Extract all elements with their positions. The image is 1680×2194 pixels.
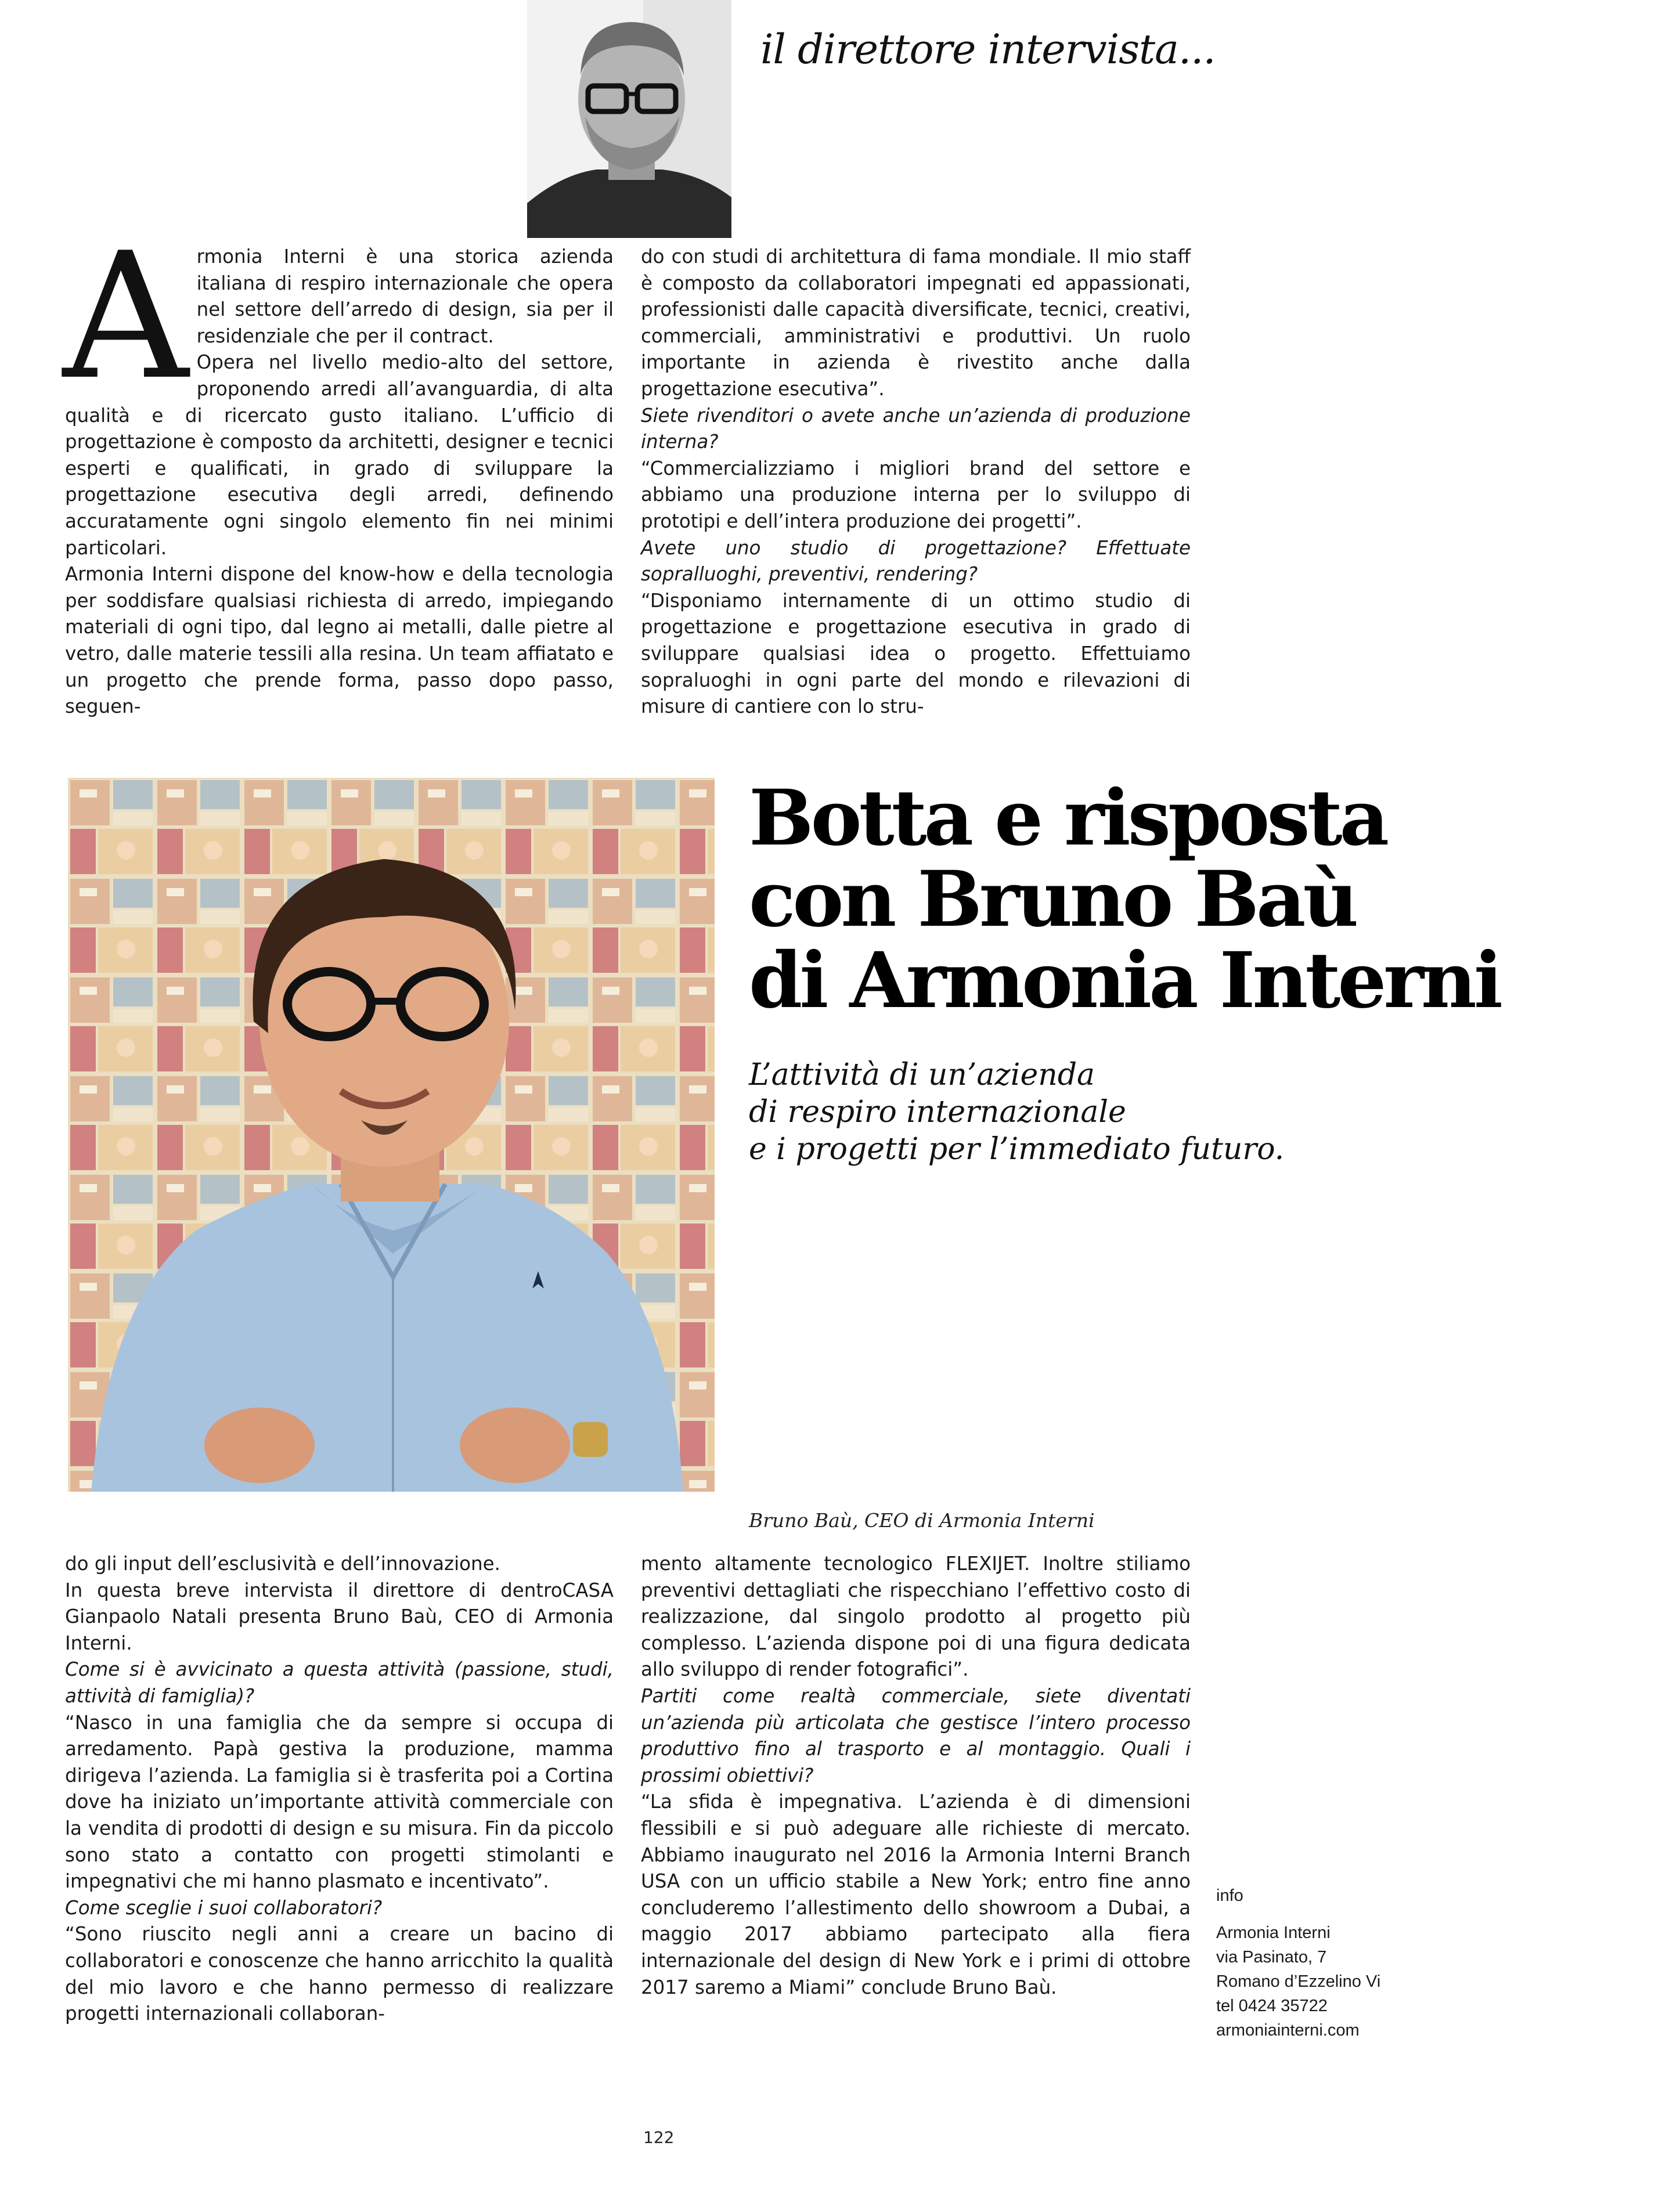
question-2: Siete rivenditori o avete anche un’azienda di produzione interna? (641, 404, 1191, 453)
answer-3-cont: mento altamente tecnologico FLEXIJET. Inoltre stiliamo preventivi dettagliati che rispecchiano l’effettivo costo di realizzazione, dal singolo prodotto al progetto più complesso. L’azienda dispone poi di una figura dedicata allo sviluppo di render fotografici”. (641, 1553, 1191, 1681)
answer-1-cont: do con studi di architettura di fama mondiale. Il mio staff è composto da collaboratori impegnati ed appassionati, professionisti dalle capacità diversificate, tecnici, creativi, commerciali, amministrativi e produttivi. Un ruolo importante in azienda è rivestito anche dalla progettazione esecutiva”. (641, 246, 1191, 400)
question-1: Come si è avvicinato a questa attività (passione, studi, attività di famiglia)? (65, 1658, 614, 1707)
answer-4: “La sfida è impegnativa. L’azienda è di dimensioni flessibili e si può adeguare alle richieste di mercato. Abbiamo inaugurato nel 2016 la Armonia Interni Branch USA con un ufficio stabile a New York; entro fine anno concluderemo l’allestimento dello showroom a Dubai, a maggio 2017 abbiamo partecipato alla fiera internazionale del design di New York e i primi di ottobre 2017 saremo a Miami” conclude Bruno Baù. (641, 1791, 1191, 1998)
question-4: Partiti come realtà commerciale, siete diventati un’azienda più articolata che gestisce l’intero processo produttivo fino al trasporto e al montaggio. Quali i prossimi obiettivi? (641, 1684, 1191, 1787)
intro-paragraph-4: In questa breve intervista il direttore di dentroCASA Gianpaolo Natali presenta Bruno Baù, CEO di Armonia Interni. (65, 1579, 614, 1654)
question-3: Avete uno studio di progettazione? Effettuate sopralluoghi, preventivi, rendering? (641, 536, 1191, 586)
headline-line-2: con Bruno Baù (749, 854, 1356, 944)
info-label: info (1216, 1886, 1243, 1905)
answer-1b: “Sono riuscito negli anni a creare un bacino di collaboratori e conoscenze che hanno arricchito la qualità del mio lavoro e che hanno permesso di realizzare progetti internazionali collaboran- (65, 1923, 614, 2025)
intro-column (63, 215, 614, 720)
director-portrait-image (527, 0, 731, 238)
kicker-title: il direttore intervista... (760, 26, 1216, 73)
bottom-left-column (65, 1551, 614, 2027)
director-portrait (527, 0, 731, 238)
question-1b: Come sceglie i suoi collaboratori? (65, 1896, 383, 1919)
photo-caption: Bruno Baù, CEO di Armonia Interni (749, 1509, 1095, 1532)
answer-1: “Nasco in una famiglia che da sempre si occupa di arredamento. Papà gestiva la produzione, mamma dirigeva l’azienda. La famiglia si è trasferita poi a Cortina dove ha iniziato un’importante attività commerciale con la vendita di prodotti di design e su misura. Fin da piccolo sono stato a contatto con progetti stimolanti e impegnativi che mi hanno plasmato e incentivato”. (65, 1711, 614, 1893)
headline-line-3: di Armonia Interni (749, 936, 1501, 1026)
intro-paragraph-3: Armonia Interni dispone del know-how e della tecnologia per soddisfare qualsiasi richiesta di arredo, impiegando materiali di ogni tipo, dal legno ai metalli, dalle pietre al vetro, dalle materie tessili alla resina. Un team affiatato e un progetto che prende forma, passo dopo passo, seguen- (65, 563, 614, 718)
info-website: armoniainterni.com (1216, 2021, 1360, 2040)
info-city: Romano d’Ezzelino Vi (1216, 1972, 1381, 1991)
bottom-right-column (641, 1551, 1191, 2001)
subhead (749, 1056, 1284, 1168)
subhead-line-2: di respiro internazionale (749, 1095, 1126, 1130)
headline (749, 773, 1501, 1026)
intro-paragraph-3-cont: do gli input dell’esclusività e dell’innovazione. (65, 1553, 500, 1575)
bruno-bau-photo (68, 778, 715, 1492)
info-box (1216, 1883, 1380, 2043)
headline-line-1: Botta e risposta (749, 773, 1387, 863)
info-phone: tel 0424 35722 (1216, 1997, 1328, 2015)
info-company: Armonia Interni (1216, 1924, 1331, 1942)
info-street: via Pasinato, 7 (1216, 1948, 1327, 1966)
answer-2: “Commercializziamo i migliori brand del settore e abbiamo una produzione interna per lo sviluppo di prototipi e dell’intera produzione dei progetti”. (641, 457, 1191, 532)
drop-cap: A (63, 215, 189, 418)
bruno-bau-photo-image (68, 778, 715, 1492)
intro-paragraph-2: Opera nel livello medio-alto del settore, proponendo arredi all’avanguardia, di alta qualità e di ricercato gusto italiano. L’ufficio di progettazione è composto da architetti, designer e tecnici esperti e qualificati, in grado di sviluppare la progettazione esecutiva degli arredi, definendo accuratamente ogni singolo elemento fin nei minimi particolari. (65, 351, 614, 559)
subhead-line-1: L’attività di un’azienda (749, 1058, 1095, 1092)
subhead-line-3: e i progetti per l’immediato futuro. (749, 1132, 1285, 1167)
intro-paragraph-1: Armonia Interni è una storica azienda italiana di respiro internazionale che opera nel settore dell’arredo di design, sia per il residenziale che per il contract. (63, 215, 614, 418)
answer-3: “Disponiamo internamente di un ottimo studio di progettazione e progettazione esecutiva in grado di sviluppare qualsiasi idea o progetto. Effettuiamo sopraluoghi in ogni parte del mondo e rilevazioni di misure di cantiere con lo stru- (641, 589, 1191, 718)
top-right-column (641, 244, 1191, 720)
page-number: 122 (643, 2128, 675, 2147)
